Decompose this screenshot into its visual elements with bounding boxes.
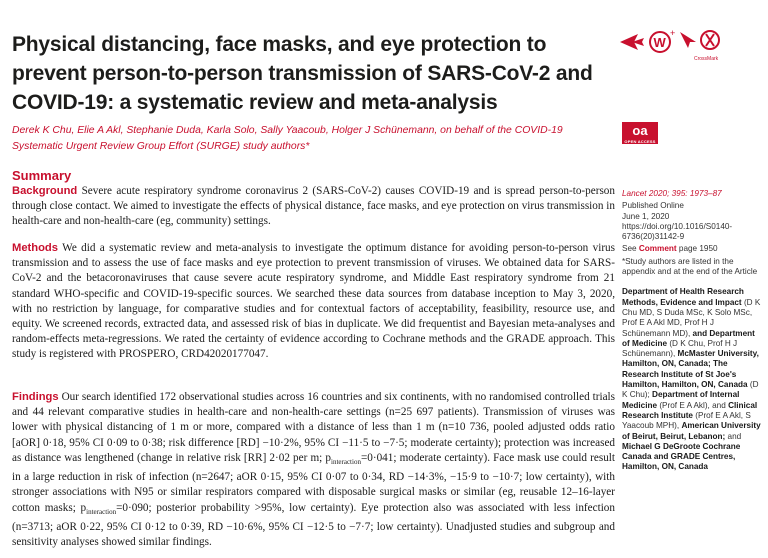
background-text: Severe acute respiratory syndrome coronavirus 2 (SARS-CoV-2) causes COVID-19 and is spread person-to-person through close contact. We aimed to investigate the effects of physical distance, face masks, and eye protection on virus transmission in health-care and non-health-care (eg, community) settings. [12,185,615,228]
oa-badge-text: oa [632,123,648,138]
affiliation-4-name: The Research Institute of St Joe's Hamilton, Hamilton, ON, Canada [622,359,748,390]
see-prefix: See [622,244,639,254]
svg-text:+: + [670,28,676,38]
citation: Lancet 2020; 395: 1973–87 [622,189,722,198]
publisher-icons [618,24,728,60]
arrow-icon[interactable] [620,34,644,50]
affiliation-1-people: (D K Chu MD, S Duda MSc, K Solo MSc, Prof E A Akl MD, Prof H J Schünemann MD), [622,297,761,338]
header-icons [618,24,728,60]
sidebar [622,189,762,473]
affiliation-6-people: (Prof E A Akl, S Yaacoub MPH), [622,410,751,431]
affiliation-7-people: and [727,431,742,441]
findings-text-1: Our search identified 172 observational studies across 16 countries and six continents, with no randomised controlled trials and 44 relevant comparative studies in health-care and non-health-care settings (n=25 697 patients). Transmission of viruses was lower with physical distancing of 1 m or more, compared with a distance of less than 1 m (n=10 736, pooled adjusted odds ratio [aOR] 0·18, 95% CI 0·09 to 0·38; risk difference [RD] −10·2%, 95% CI −11·5 to −7·5; moderate certainty); protection was increased as distance was lengthened (change in relative risk [RR] 2·02 per m; p [12,391,615,464]
methods-text: We did a systematic review and meta-analysis to investigate the optimum distance for avoiding person-to-person virus transmission and to assess the use of face masks and eye protection to prevent transmission of viruses. We obtained data for SARS-CoV-2 and the betacoronaviruses that cause severe acute respiratory syndrome, and Middle East respiratory syndrome from 21 standard WHO-specific and COVID-19-specific sources. We searched these data sources from database inception to May 3, 2020, with no restriction by language, for comparative studies and for contextual factors of acceptability, feasibility, resource use, and equity. We screened records, extracted data, and assessed risk of bias in duplicate. We did frequentist and Bayesian meta-analyses and random-effects meta-regressions. We rated the certainty of evidence according to Cochrane methods and the GRADE approach. This study is registered with PROSPERO, CRD42020177047. [12,242,615,361]
crossmark-label: CrossMark [694,56,719,62]
affiliation-1-name: Department of Health Research Methods, Evidence and Impact [622,287,744,307]
affiliation-2-name: and Department of Medicine [622,328,755,348]
findings-text-2: =0·041; moderate certainty). Face mask use could result in a large reduction in risk of infection (n=2647; aOR 0·15, 95% CI 0·07 to 0·34, RD −14·3%, −15·9 to −10·7; low certainty), with stronger associations with N95 or similar respirators compared with disposable surgical masks or similar (eg, reusable 12–16-layer cotton masks; p [12,451,616,514]
affiliation-4-people: (D K Chu); [622,380,759,400]
methods-lead: Methods [12,242,58,254]
see-suffix: page 1950 [676,244,718,254]
wiley-w-icon[interactable] [650,28,675,52]
summary-heading: Summary [12,168,72,183]
background-lead: Background [12,185,78,197]
study-authors-note: *Study authors are listed in the appendix and at the end of the Article [622,256,758,277]
findings-sub-1: interaction [331,458,361,467]
cursor-icon[interactable] [680,32,696,48]
crossmark-icon[interactable] [701,31,719,49]
svg-text:W: W [653,35,666,50]
affiliation-7-name: American University of Beirut, Beirut, Lebanon; [622,421,761,441]
open-access-badge [622,122,658,144]
affiliation-5-people: (Prof E A Akl), and [659,400,726,410]
background-paragraph [12,184,615,230]
published-label: Published Online [622,201,684,211]
findings-lead: Findings [12,391,59,403]
findings-sub-2: interaction [86,507,117,516]
affiliation-5-name: Department of Internal Medicine [622,390,740,410]
methods-paragraph [12,241,615,363]
findings-text-3: =0·090; posterior probability >95%, low certainty). Eye protection also was associated with less infection (n=3713; aOR 0·22, 95% CI 0·12 to 0·39, RD −10·6%, 95% CI −12·5 to −7·7; low certainty). Unadjusted studies and subgroup and sensitivity analyses showed similar findings. [12,501,615,549]
article-title: Physical distancing, face masks, and eye protection to prevent person-to-person transmission of SARS-CoV-2 and COVID-19: a systematic review and meta-analysis [12,33,593,114]
published-date: June 1, 2020 [622,211,670,221]
author-list: Derek K Chu, Elie A Akl, Stephanie Duda, Karla Solo, Sally Yaacoub, Holger J Schünemann, on behalf of the COVID-19 Systematic Urgent Review Group Effort (SURGE) study authors* [12,125,563,152]
affiliation-6-name: Clinical Research Institute [622,400,758,420]
findings-paragraph [12,390,615,551]
oa-badge-subtext: OPEN ACCESS [624,139,656,144]
affiliation-8-name: Michael G DeGroote Cochrane Canada and GRADE Centres, Hamilton, ON, Canada [622,441,741,472]
affiliation-2-people: (D K Chu, Prof H J Schünemann), [622,338,738,359]
comment-link[interactable]: Comment [638,244,677,254]
doi-link[interactable]: https://doi.org/10.1016/S0140-6736(20)31142-9 [622,221,733,242]
affiliation-3-name: McMaster University, Hamilton, ON, Canada; [622,349,759,369]
